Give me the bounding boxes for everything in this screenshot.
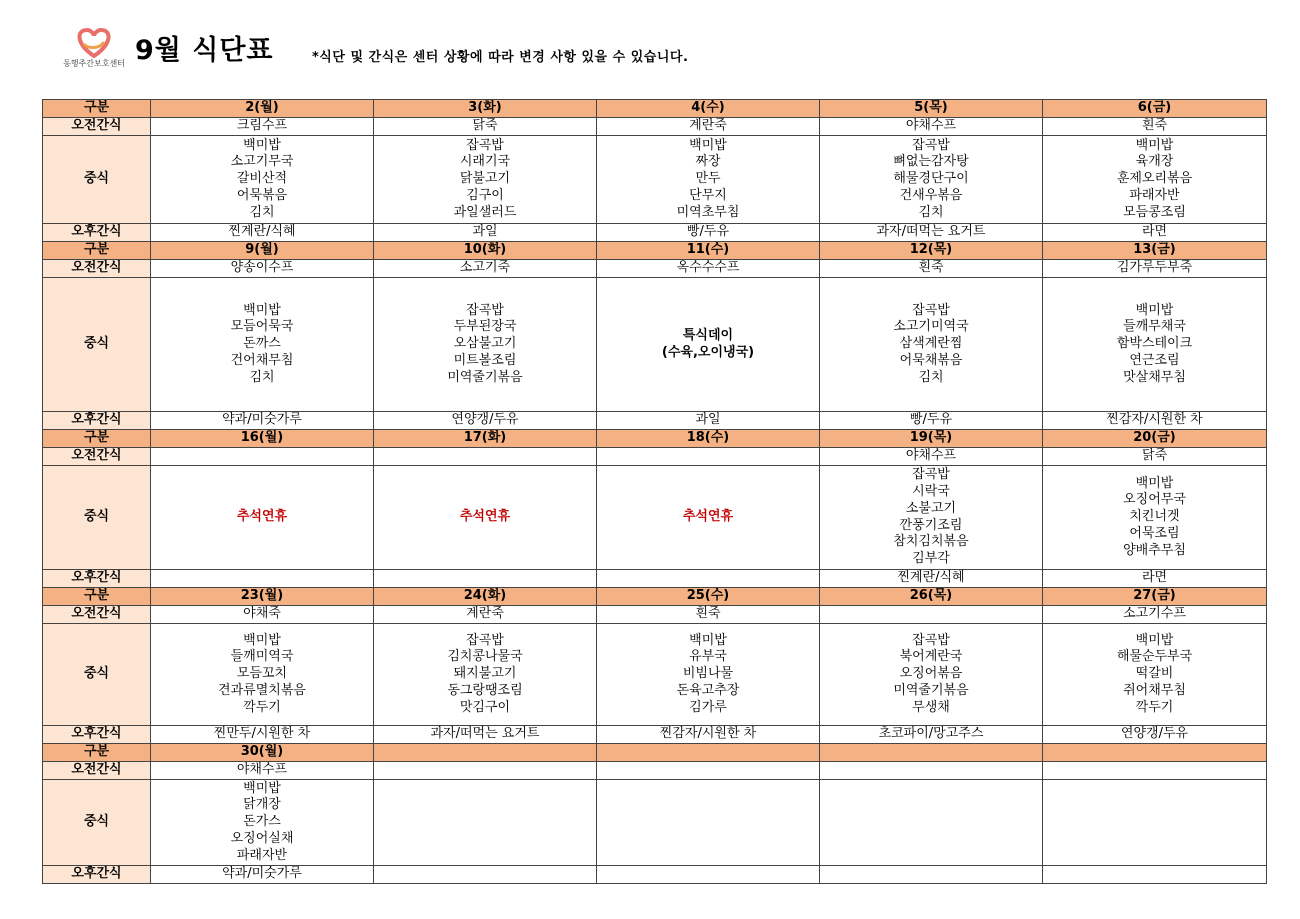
morning-label: 오전간식: [43, 118, 151, 136]
morning-snack-cell: 계란죽: [374, 606, 597, 624]
morning-snack-cell: [597, 448, 820, 466]
menu-item: 미역초무침: [676, 204, 740, 220]
day-header: [597, 744, 820, 762]
menu-item: 시래기국: [459, 154, 511, 170]
afternoon-label: 오후간식: [43, 866, 151, 884]
menu-item: 단무지: [689, 187, 727, 203]
menu-item: 파래자반: [236, 847, 288, 863]
afternoon-snack-cell: 찐계란/식혜: [151, 224, 374, 242]
menu-item: 견과류멸치볶음: [218, 682, 306, 698]
morning-label: 오전간식: [43, 260, 151, 278]
menu-item: 함박스테이크: [1116, 336, 1193, 352]
change-notice: *식단 및 간식은 센터 상황에 따라 변경 사항 있을 수 있습니다.: [312, 50, 689, 65]
afternoon-snack-cell: [151, 570, 374, 588]
day-header: 17(화): [374, 430, 597, 448]
menu-item: 김부각: [912, 551, 950, 567]
menu-item: 들깨미역국: [230, 649, 294, 665]
afternoon-snack-cell: 약과/미숫가루: [151, 866, 374, 884]
morning-snack-cell: 흰죽: [1043, 118, 1267, 136]
afternoon-snack-cell: 빵/두유: [820, 412, 1043, 430]
day-header: 13(금): [1043, 242, 1267, 260]
morning-snack-cell: 야채수프: [820, 118, 1043, 136]
morning-snack-cell: 양송이수프: [151, 260, 374, 278]
afternoon-snack-row: [43, 726, 1267, 744]
lunch-label: 중식: [43, 278, 151, 412]
lunch-menu-cell: [1043, 278, 1267, 412]
afternoon-snack-cell: 찐감자/시원한 차: [597, 726, 820, 744]
lunch-menu-cell: [151, 780, 374, 866]
menu-item: 유부국: [689, 649, 727, 665]
menu-item: 백미밥: [243, 780, 281, 796]
menu-item: 깐풍기조림: [899, 517, 963, 533]
menu-item: 오징어볶음: [899, 666, 963, 682]
day-header: 6(금): [1043, 100, 1267, 118]
lunch-row: [43, 780, 1267, 866]
day-header: 23(월): [151, 588, 374, 606]
menu-item: 백미밥: [1135, 302, 1174, 318]
lunch-menu-cell: [597, 466, 820, 570]
morning-snack-row: [43, 762, 1267, 780]
division-label: 구분: [43, 100, 151, 118]
morning-snack-cell: 닭죽: [374, 118, 597, 136]
day-header: [374, 744, 597, 762]
morning-snack-cell: 옥수수수프: [597, 260, 820, 278]
menu-item: 돈까스: [243, 336, 281, 352]
morning-snack-cell: 야채죽: [151, 606, 374, 624]
day-header: 18(수): [597, 430, 820, 448]
day-header: 5(목): [820, 100, 1043, 118]
afternoon-snack-row: [43, 412, 1267, 430]
afternoon-snack-cell: 초코파이/망고주스: [820, 726, 1043, 744]
day-header: 11(수): [597, 242, 820, 260]
afternoon-snack-row: [43, 570, 1267, 588]
morning-snack-row: [43, 448, 1267, 466]
day-header: 20(금): [1043, 430, 1267, 448]
afternoon-snack-cell: [820, 866, 1043, 884]
afternoon-label: 오후간식: [43, 570, 151, 588]
menu-item: 짜장: [695, 154, 721, 170]
menu-item: 어묵볶음: [236, 187, 288, 203]
lunch-menu-cell: [597, 624, 820, 726]
page-title: 9월 식단표: [135, 35, 274, 66]
menu-item: 백미밥: [1135, 632, 1174, 648]
morning-snack-cell: [597, 762, 820, 780]
menu-item: 김치: [918, 369, 944, 385]
morning-snack-cell: [1043, 762, 1267, 780]
afternoon-snack-cell: [597, 570, 820, 588]
lunch-label: 중식: [43, 136, 151, 224]
menu-item: 어묵채볶음: [899, 352, 963, 368]
lunch-menu-cell: [374, 780, 597, 866]
menu-item: 잡곡밥: [912, 467, 950, 483]
lunch-menu-cell: [597, 278, 820, 412]
morning-snack-cell: [151, 448, 374, 466]
morning-label: 오전간식: [43, 762, 151, 780]
menu-item: 오징어실채: [230, 830, 294, 846]
division-label: 구분: [43, 242, 151, 260]
menu-item: 과일샐러드: [453, 204, 517, 220]
day-header: 4(수): [597, 100, 820, 118]
menu-item: 무생채: [912, 699, 950, 715]
division-label: 구분: [43, 588, 151, 606]
menu-item: 김치: [249, 204, 275, 220]
menu-item: 김치콩나물국: [447, 649, 523, 665]
afternoon-label: 오후간식: [43, 224, 151, 242]
lunch-label: 중식: [43, 624, 151, 726]
afternoon-snack-cell: 과일: [374, 224, 597, 242]
menu-item: 소고기미역국: [893, 319, 969, 335]
afternoon-snack-cell: 라면: [1043, 224, 1267, 242]
menu-item: 돈육고추장: [676, 682, 740, 698]
menu-item: 어묵조림: [1129, 525, 1180, 541]
menu-item: 참치김치볶음: [893, 534, 969, 550]
menu-item: 해물경단구이: [893, 171, 969, 187]
lunch-menu-cell: [151, 136, 374, 224]
afternoon-snack-cell: [597, 866, 820, 884]
menu-item: 깍두기: [243, 699, 281, 715]
menu-item: 소고기무국: [230, 154, 294, 170]
lunch-menu-cell: [820, 466, 1043, 570]
menu-item: 모듬꼬치: [236, 666, 288, 682]
lunch-menu-cell: [820, 278, 1043, 412]
menu-item: 백미밥: [243, 632, 281, 648]
menu-item: 백미밥: [1135, 137, 1174, 153]
page-header: [0, 0, 1300, 95]
lunch-row: [43, 278, 1267, 412]
menu-item: 잡곡밥: [466, 302, 504, 318]
morning-snack-cell: [820, 762, 1043, 780]
morning-snack-row: [43, 118, 1267, 136]
menu-item: 백미밥: [243, 302, 281, 318]
menu-item: 연근조림: [1129, 352, 1180, 368]
menu-item: 삼색계란찜: [899, 336, 963, 352]
menu-item: 파래자반: [1129, 187, 1180, 203]
week-header-row: [43, 430, 1267, 448]
morning-snack-cell: 소고기수프: [1043, 606, 1267, 624]
menu-item: (수육,오이냉국): [661, 344, 755, 360]
morning-snack-cell: 크림수프: [151, 118, 374, 136]
meal-schedule-table: [42, 99, 1267, 884]
afternoon-snack-cell: 빵/두유: [597, 224, 820, 242]
morning-snack-row: [43, 260, 1267, 278]
morning-snack-cell: 계란죽: [597, 118, 820, 136]
afternoon-snack-cell: 라면: [1043, 570, 1267, 588]
lunch-menu-cell: [151, 624, 374, 726]
day-header: 12(목): [820, 242, 1043, 260]
menu-item: 모듬콩조림: [1123, 204, 1186, 220]
menu-item: 만두: [695, 171, 721, 187]
menu-item: 미트볼조림: [453, 352, 517, 368]
menu-item: 오삼불고기: [453, 336, 517, 352]
morning-snack-cell: 야채수프: [151, 762, 374, 780]
menu-item: 해물순두부국: [1116, 649, 1193, 665]
afternoon-snack-cell: [1043, 866, 1267, 884]
menu-item: 떡갈비: [1135, 666, 1174, 682]
afternoon-snack-cell: 찐만두/시원한 차: [151, 726, 374, 744]
lunch-menu-cell: [597, 780, 820, 866]
lunch-menu-cell: [151, 466, 374, 570]
center-logo: [54, 26, 134, 72]
morning-snack-cell: 소고기죽: [374, 260, 597, 278]
lunch-menu-cell: [1043, 780, 1267, 866]
morning-snack-cell: [374, 762, 597, 780]
week-header-row: [43, 242, 1267, 260]
menu-item: 미역줄기볶음: [447, 369, 523, 385]
day-header: 3(화): [374, 100, 597, 118]
menu-item: 미역줄기볶음: [893, 682, 969, 698]
day-header: 19(목): [820, 430, 1043, 448]
menu-item: 김구이: [466, 187, 504, 203]
menu-item: 맛김구이: [459, 699, 511, 715]
morning-snack-cell: 닭죽: [1043, 448, 1267, 466]
menu-item: 특식데이: [682, 327, 734, 343]
morning-snack-cell: [820, 606, 1043, 624]
morning-snack-cell: 야채수프: [820, 448, 1043, 466]
menu-item: 돈가스: [243, 814, 281, 830]
lunch-menu-cell: [597, 136, 820, 224]
menu-item: 닭불고기: [459, 171, 511, 187]
lunch-menu-cell: [151, 278, 374, 412]
lunch-menu-cell: [374, 466, 597, 570]
heart-logo-icon: [54, 26, 134, 58]
day-header: 10(화): [374, 242, 597, 260]
day-header: 26(목): [820, 588, 1043, 606]
menu-item: 잡곡밥: [466, 632, 504, 648]
menu-item: 북어계란국: [899, 649, 963, 665]
lunch-menu-cell: [374, 624, 597, 726]
menu-item: 깍두기: [1135, 699, 1174, 715]
holiday-label: 추석연휴: [682, 509, 734, 525]
afternoon-snack-cell: [374, 866, 597, 884]
lunch-menu-cell: [1043, 624, 1267, 726]
menu-item: 잡곡밥: [466, 137, 504, 153]
morning-label: 오전간식: [43, 606, 151, 624]
day-header: [1043, 744, 1267, 762]
lunch-menu-cell: [1043, 466, 1267, 570]
menu-item: 모듬어묵국: [230, 319, 294, 335]
afternoon-label: 오후간식: [43, 412, 151, 430]
morning-snack-cell: 흰죽: [820, 260, 1043, 278]
menu-item: 양배추무침: [1123, 542, 1186, 558]
afternoon-label: 오후간식: [43, 726, 151, 744]
morning-label: 오전간식: [43, 448, 151, 466]
menu-item: 건어채무침: [230, 352, 294, 368]
menu-item: 김치: [249, 369, 275, 385]
lunch-menu-cell: [820, 624, 1043, 726]
logo-caption: 동행주간보호센터: [63, 59, 125, 68]
week-header-row: [43, 744, 1267, 762]
afternoon-snack-cell: 찐계란/식혜: [820, 570, 1043, 588]
afternoon-snack-cell: 과일: [597, 412, 820, 430]
menu-item: 오징어무국: [1123, 492, 1186, 508]
day-header: [820, 744, 1043, 762]
day-header: 27(금): [1043, 588, 1267, 606]
lunch-label: 중식: [43, 466, 151, 570]
lunch-row: [43, 466, 1267, 570]
morning-snack-cell: [374, 448, 597, 466]
menu-item: 백미밥: [689, 632, 727, 648]
menu-item: 훈제오리볶음: [1116, 171, 1193, 187]
morning-snack-row: [43, 606, 1267, 624]
holiday-label: 추석연휴: [459, 509, 511, 525]
afternoon-snack-cell: 연양갱/두유: [1043, 726, 1267, 744]
menu-item: 잡곡밥: [912, 137, 950, 153]
lunch-menu-cell: [820, 136, 1043, 224]
day-header: 24(화): [374, 588, 597, 606]
morning-snack-cell: 흰죽: [597, 606, 820, 624]
day-header: 2(월): [151, 100, 374, 118]
menu-item: 백미밥: [243, 137, 281, 153]
week-header-row: [43, 588, 1267, 606]
afternoon-snack-cell: 연양갱/두유: [374, 412, 597, 430]
lunch-label: 중식: [43, 780, 151, 866]
afternoon-snack-cell: 약과/미숫가루: [151, 412, 374, 430]
afternoon-snack-cell: 과자/떠먹는 요거트: [374, 726, 597, 744]
menu-item: 육개장: [1135, 154, 1174, 170]
lunch-menu-cell: [374, 278, 597, 412]
menu-item: 잡곡밥: [912, 302, 950, 318]
division-label: 구분: [43, 430, 151, 448]
menu-item: 잡곡밥: [912, 632, 950, 648]
afternoon-snack-cell: [374, 570, 597, 588]
menu-item: 뼈없는감자탕: [893, 154, 969, 170]
menu-item: 백미밥: [689, 137, 727, 153]
afternoon-snack-row: [43, 224, 1267, 242]
lunch-menu-cell: [374, 136, 597, 224]
menu-item: 소불고기: [905, 500, 957, 516]
week-header-row: [43, 100, 1267, 118]
day-header: 16(월): [151, 430, 374, 448]
lunch-row: [43, 136, 1267, 224]
menu-item: 갈비산적: [236, 171, 288, 187]
day-header: 30(월): [151, 744, 374, 762]
afternoon-snack-cell: 찐감자/시원한 차: [1043, 412, 1267, 430]
holiday-label: 추석연휴: [236, 509, 288, 525]
menu-item: 치킨너겟: [1129, 509, 1180, 525]
menu-item: 두부된장국: [453, 319, 517, 335]
menu-item: 건새우볶음: [899, 187, 963, 203]
division-label: 구분: [43, 744, 151, 762]
menu-item: 김치: [918, 204, 944, 220]
lunch-menu-cell: [1043, 136, 1267, 224]
morning-snack-cell: 김가루두부죽: [1043, 260, 1267, 278]
menu-item: 돼지불고기: [453, 666, 517, 682]
menu-item: 동그랑땡조림: [447, 682, 523, 698]
afternoon-snack-cell: 과자/떠먹는 요거트: [820, 224, 1043, 242]
menu-item: 비빔나물: [682, 666, 734, 682]
menu-item: 백미밥: [1135, 475, 1174, 491]
menu-item: 닭개장: [243, 797, 281, 813]
menu-item: 들깨무채국: [1123, 319, 1186, 335]
afternoon-snack-row: [43, 866, 1267, 884]
menu-item: 맛살채무침: [1123, 369, 1186, 385]
lunch-menu-cell: [820, 780, 1043, 866]
menu-item: 쥐어채무침: [1123, 682, 1186, 698]
menu-item: 김가루: [689, 699, 727, 715]
day-header: 25(수): [597, 588, 820, 606]
menu-item: 시락국: [912, 483, 950, 499]
day-header: 9(월): [151, 242, 374, 260]
lunch-row: [43, 624, 1267, 726]
